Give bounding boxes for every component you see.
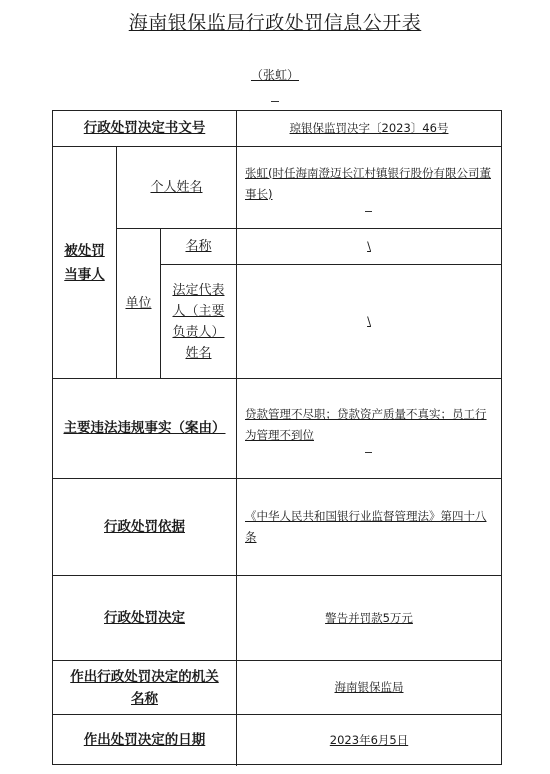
penalty-table [52, 110, 502, 765]
authority-value: 海南银保监局 [237, 661, 501, 715]
underline-mark [271, 101, 279, 102]
individual-name-value: 张虹(时任海南澄迈长江村镇银行股份有限公司董事长) [237, 147, 501, 229]
doc-number-label: 行政处罚决定书文号 [53, 111, 237, 147]
underline-mark [365, 452, 372, 453]
individual-name-label: 个人姓名 [117, 147, 237, 229]
decision-value: 警告并罚款5万元 [237, 576, 501, 661]
party-group-label: 被处罚当事人 [53, 147, 117, 379]
legal-rep-label: 法定代表人（主要负责人）姓名 [161, 265, 237, 379]
date-label: 作出处罚决定的日期 [53, 715, 237, 766]
basis-value: 《中华人民共和国银行业监督管理法》第四十八条 [237, 479, 501, 576]
facts-label: 主要违法违规事实（案由） [53, 379, 237, 479]
basis-label: 行政处罚依据 [53, 479, 237, 576]
facts-value: 贷款管理不尽职；贷款资产质量不真实；员工行为管理不到位 [237, 379, 501, 479]
page-title: 海南银保监局行政处罚信息公开表 [128, 12, 422, 34]
date-value: 2023年6月5日 [329, 733, 409, 747]
doc-number-value: 琼银保监罚决字〔2023〕46号 [237, 111, 501, 147]
authority-label: 作出行政处罚决定的机关名称 [53, 661, 237, 715]
unit-name-value: \ [237, 229, 501, 265]
unit-name-label: 名称 [161, 229, 237, 265]
underline-mark [365, 211, 372, 212]
unit-label: 单位 [117, 229, 161, 379]
legal-rep-value: \ [237, 265, 501, 379]
decision-label: 行政处罚决定 [53, 576, 237, 661]
page-subtitle: （张虹） [250, 68, 299, 82]
